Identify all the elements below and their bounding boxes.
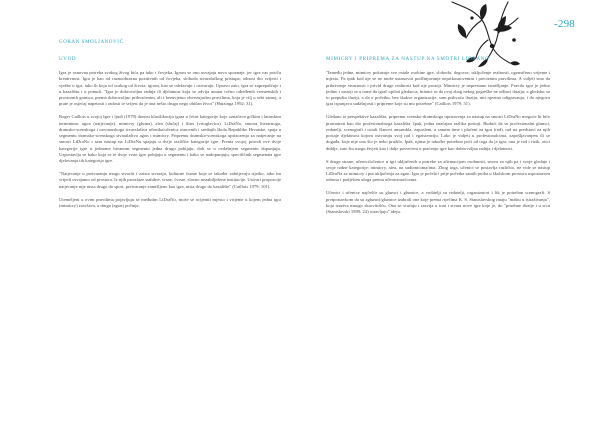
paragraph: Roger Caillois u svojoj Igre i ljudi (1979) donosi klasifikaciju igara u četiri kategorije koje označava grčkim i latinskim terminima: agon (natjecanje), mimicry (gluma), alea (slučaj) i ilinx (vrtoglavica). LiDraNo, smotra literarnoga, dramsko-scenskoga i novinarskoga stvaralaštva učenika/učenica osnovnih i srednjih škola Republike Hrvatske, spaja u segmentu dramsko-scenskoga stvaralaštva agon i mimicry. Pripremu dramsko-scenskoga uprizorenja za natjecanje na smotri LiDraNo i sam nastup na LiDraNu spajaju u dvije različite kategorije igre. Prema svojoj prirodi ove dvije kategorije igre u jednome bivanom segmentu jedna drugu pobijaju, dok se u ovdašnjem segmentu dopunjuju. Uzpostavlja se kako koja se te dvije vrste igre pobijaju u segmentu i kako se nadopunjuju, specifičnih segmenata igre djelovanja tih kategorija igre. [59,114,281,164]
quote-paragraph: "Između jedne, mimicry pokazuje sve ostale osobine igre, slobodu, dogovor, isključenje realnosti, ograničeno vrijeme i mjesto. Pa ipak kod nje se ne može ustanoviti podčinjavanje neprikosnovenim i preciznim pravilima. A vidjeli smo da prikrivanje stvarnosti i privid druge realnosti kod nje postoji. Mimicry je neprestano izmišljanje. Pravilo igre je jedno jedino i sastoji se u tome da igrač opčini gledaoca, bránici se da ovaj zbog nekog pogreške ne odbaci iluziju; a gledalac se to prepušta iluziji, a da u početku, bez ikakve organizacije, sam prihvaća iluziju, niti njezina odigravanja, i da njegova igra ispunjava sadašnjosti i pripreme koje su mu potrebne" (Caillois 1979: 51). [326,70,550,107]
author-name: GORAN SMOLJANOVIĆ [59,40,124,45]
left-column [59,56,281,216]
paragraph: Utemeljeni u ovim pravilima pojavljuju se međutim LiDraNo, može se ocijeniti mjesto i vrijeme u kojem jedna igra (mimicry) završava, a druga (agon) počinje. [59,196,281,208]
quote-paragraph: "Natjecanje u pretvaranju mogu stvoriti i zaista stvaraju, kulturne forme koje se također zahtijevaju rijetko, iako im vrijedi osvajamo od prostora. Iz njih proizlaze stabilne, vrsne, čvrste, slavno nezabilježene institucije. Ustvari proporcije natjecanje nije nista drugo do sport, pretvaranje zamišljeno kao igra, nista drugo do kazalište" (Caillois 1979: 101). [59,171,281,189]
paragraph: Gledano iz perspektive kazališta, pripremu scensko-dramskoga uprizorenja za nastup na smotri LiDraNo moguće bi bilo promatrati kao dio profesionalnoga kazališta. Ipak, jedna značajna razlika postoji. Budući da su profesionalni glumci, redatelji, scenografi i ostali članovi ansambla, zaposleni, a samim time i plaćeni za igru (rad), rad na predstavi za njih postaje djelatnost kojom ostvaruju svoj rad i egzistenciju. Lako je vidjeti u profesionalcima, zapošljavanjem ili se događa, koje nije ono što je neko pružilo. Ipak, njima je također potrebno poći od toga da je igra, ona je rad i rizik, otici dublje, zato što mogu živjeti kao i dalje posvećeni u praćenju igre kao dobrovoljna radnja i djelatnost. [326,114,550,151]
right-column [326,56,550,222]
section-heading-mimicry: MIMICRY I PRIPREMA ZA NASTUP NA SMOTRI LIDRANO [326,57,490,62]
paragraph: S druge strane, učenici/učenice u igri uključenih u potrebe za afirmacijom osobnosti, snova za njih pa i svoje gledaje i svoje radne kategorije: mimicry, alea, na sudionicima/ima. Zbog toga, učenici se postavlja različito, ne vide se nastup LiDraNa za mimicry i put uključenja za agon. Igra je počela i prije početka samih proba u školskom prostoru uspostavom odnosa i podjelom uloga prema učenicima/icama. [326,158,550,183]
section-heading-intro: UVOD [59,57,77,62]
page-number: -298 [554,18,575,30]
paragraph: Učenici i učenice najčešće su glumci i glumice, a voditelji su redatelji, organizatori i lik je potreban scenografi. S pretpostavkom da su zglumci/glumice izabrali one koje prema riječima K. S. Stanislavskog imaju "maštu u istraživanju", koja izaziva mnogo skrovitošću. Ona se vraćaju i razvija u tom i stvara nove igre koje je, do "posebne iluzije i u srcu (Stanislavski 1989: 24) ostavljaju" ideju. [326,190,550,215]
paragraph: Igra je osnovna potreba svakog živog bića pa tako i čovjeka. Igrom se ono usvajaju novo spoznaje, jer igra vas potiču kreativnost. Igra je kao od raznoobrazna pozitivnih od čovjeka, sloboda stvaralačkog pristupa; odnosi dio svijesti i vježbe u igri, tako ih koja od svakog od života, igrom, kao se održavaju i ostvaruju. Upravo zato, igra se zaprepašćuje i u kazalištu i u ponudi. "Igra je dobrovoljna radnja ili djelatnost koja se odvija unutar točno određenih vremenskih i prostornih granica, prema dobrovoljno prihvaćenim, ali i bezuvjetno obvezujućim pravilima, koja je cilj u sebi samoj, a prate je osjećaj napetosti i radosti te svijest da je ona nešto drugo nego običan život" (Huizinga 1992: 31). [59,70,281,107]
